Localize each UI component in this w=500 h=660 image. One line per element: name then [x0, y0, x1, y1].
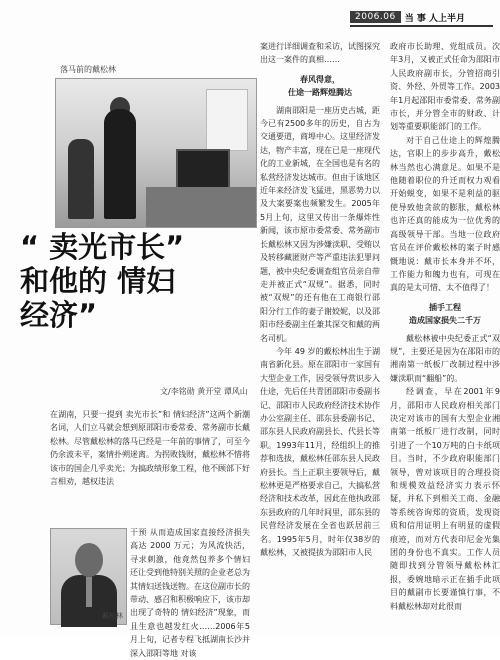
paragraph: 案进行详细调查和采访，试图探究出这一案件的真相…… — [260, 42, 380, 65]
subheading: 春风得意， 仕途一路辉煌腾达 — [288, 74, 352, 98]
portrait-face — [75, 543, 103, 577]
column-1-continued — [130, 526, 250, 658]
paragraph: 对于自己仕途上的辉煌腾达，官职上的步步高升，戴松林当然也心满意足。如果不是他随着职位的升迁而权力观看开始蜕变，如果不是利益的驱使导致他贪欲的膨胀，戴松林也许还真的能成为一位优秀的高级领导干部。当地一位政府官员在评价戴松林的案子时感慨地说：戴市长本身并不坏，工作能力和魄力也有，可现在真的是太可惜、太不值得了！ — [390, 135, 500, 293]
title-line: 和他的 情妇 — [20, 264, 176, 298]
paragraph: 经调查，早在2001年9月，邵阳市人民政府相关部门决定对该市的国有大型企业湘南第一纸板厂进行改制，同时引进了一个10万吨的白卡纸项目。当时，不少政府职能部门领导，曾对该项目的合理投资和规模效益经济实力表示怀疑，并私下到相关工商、金融等系统咨询郑的资质，发现资质和信用证明上有明显的虚假痕迹，而对方代表印尼金光集团的身份也不真实。工作人员随即找到分管领导戴松林汇报，委婉地暗示正在插手此项目的戴副市长要谨慎行事，不料戴松林却对此很而 — [390, 387, 500, 611]
paragraph: 湖南邵阳是一座历史古城，距今已有2500多年的历史，自古为交通要道，商埠中心。这里经济发达，物产丰富，现在已是一座现代化的工业新城，在全国也是有名的私营经济发达城市。但由于该地区近年来经济发飞猛进，黑恶势力以及大案要案也频繁发生。2005年5月上旬，这里又传出一条爆炸性新闻，该市原市委常委、常务副市长戴松林又因为涉嫌渎职、受贿以及转移藏匿财产等严重违法犯罪问题，被中央纪委调查组官员亲自带走并被正式“双规”。据悉，同时被“双规”的还有他在工商银行邵阳分行工作的妻子谢姣妮，以及邵阳市经委副主任兼其深交和戴的两名司机。 — [260, 105, 380, 343]
column-2-text — [260, 40, 380, 620]
portrait-photo — [50, 528, 127, 625]
column-1-text — [50, 408, 250, 526]
photo-figure-left — [68, 139, 94, 219]
portrait-signature: 戴松林 — [102, 612, 123, 620]
photo-window — [206, 89, 248, 151]
office-photo — [55, 78, 257, 228]
subheading: 插手工程 造成国家损失二千万 — [409, 302, 481, 326]
portrait-tie — [86, 577, 92, 607]
photo-caption: 落马前的戴松林 — [60, 65, 116, 74]
title-line: 经济” — [20, 298, 98, 332]
paragraph: 干预 从而造成国家直接经济损失高达 2000 万元；为风流快活，寻求刺激，他竟然包养多个情妇 还让受到他特别关照的企业老总为其情妇送钱送物。在这位副市长的带动、感召和积极响应下，该市却出现了奇特的 情妇经济”现象，而且生意也越发红火……2006年5月上旬，记者专程飞抵湖南长沙并深入邵阳等地 对该 — [130, 528, 250, 658]
photo-desk — [146, 187, 256, 227]
paragraph: 戴松林被中央纪委正式“双规”，主要还是因为在邵阳市的湘南第一纸板厂改制过程中涉嫌渎职而“翻船”的。 — [390, 333, 500, 383]
issue-date: 2006.06 — [350, 11, 401, 23]
header-rule — [350, 25, 493, 27]
byline: 文/李铭勋 黄开堂 谭风山 — [160, 387, 248, 396]
article-title — [20, 230, 270, 332]
paragraph: 今年 49 岁的戴松林出生于湖南省新化县。原在邵阳市一家国有大型企业工作，因受领导赏识步入仕途，先后任共青团邵阳市委副书记、邵阳市人民政府经济技术协作办公室副主任、邵东县委副书记、邵东县人民政府副县长、代县长等职。1993年11月，经组织上的推荐和选拔，戴松林任邵东县人民政府县长。当上正职主要领导后，戴松林更是严格要求自己，大搞私营经济和技术改革，因此在他执政邵东县政府的几年时间里，邵东县的民营经济发展在全省也跃居前三名。1995年5月，时年仅38岁的戴松林，又被提拔为邵阳市人民 — [260, 346, 380, 558]
paragraph: 在湖南，只要一提到 卖光市长”和 情妇经济”这两个新潮名词，人们立马就会想到原邵阳市委常委、常务副市长戴松林。尽管戴松林的落马已经是一年前的事情了，可至今仍余波未平，案情扑朔迷离。为拐败钱财，戴松林不惜将该市的国企几乎卖光；为搞政绩形象工程，他不顾部下好言相劝，越权违法 — [50, 410, 250, 487]
column-3-text — [390, 40, 500, 630]
page-header — [350, 10, 493, 24]
paragraph: 政府市长助理、党组成员。次年3月，又被正式任命为邵阳市人民政府副市长，分管招商引资、外经、外贸等工作。2003年1月起邵阳市委常委、常务副市长，并分管全市的财政、计划等重要职能部门的工作。 — [390, 42, 500, 132]
photo-figure-main — [104, 109, 136, 219]
title-line: “ 卖光市长” — [20, 230, 185, 264]
section-name: 当 事 人上半月 — [404, 13, 465, 24]
photo-monitor — [176, 149, 230, 189]
